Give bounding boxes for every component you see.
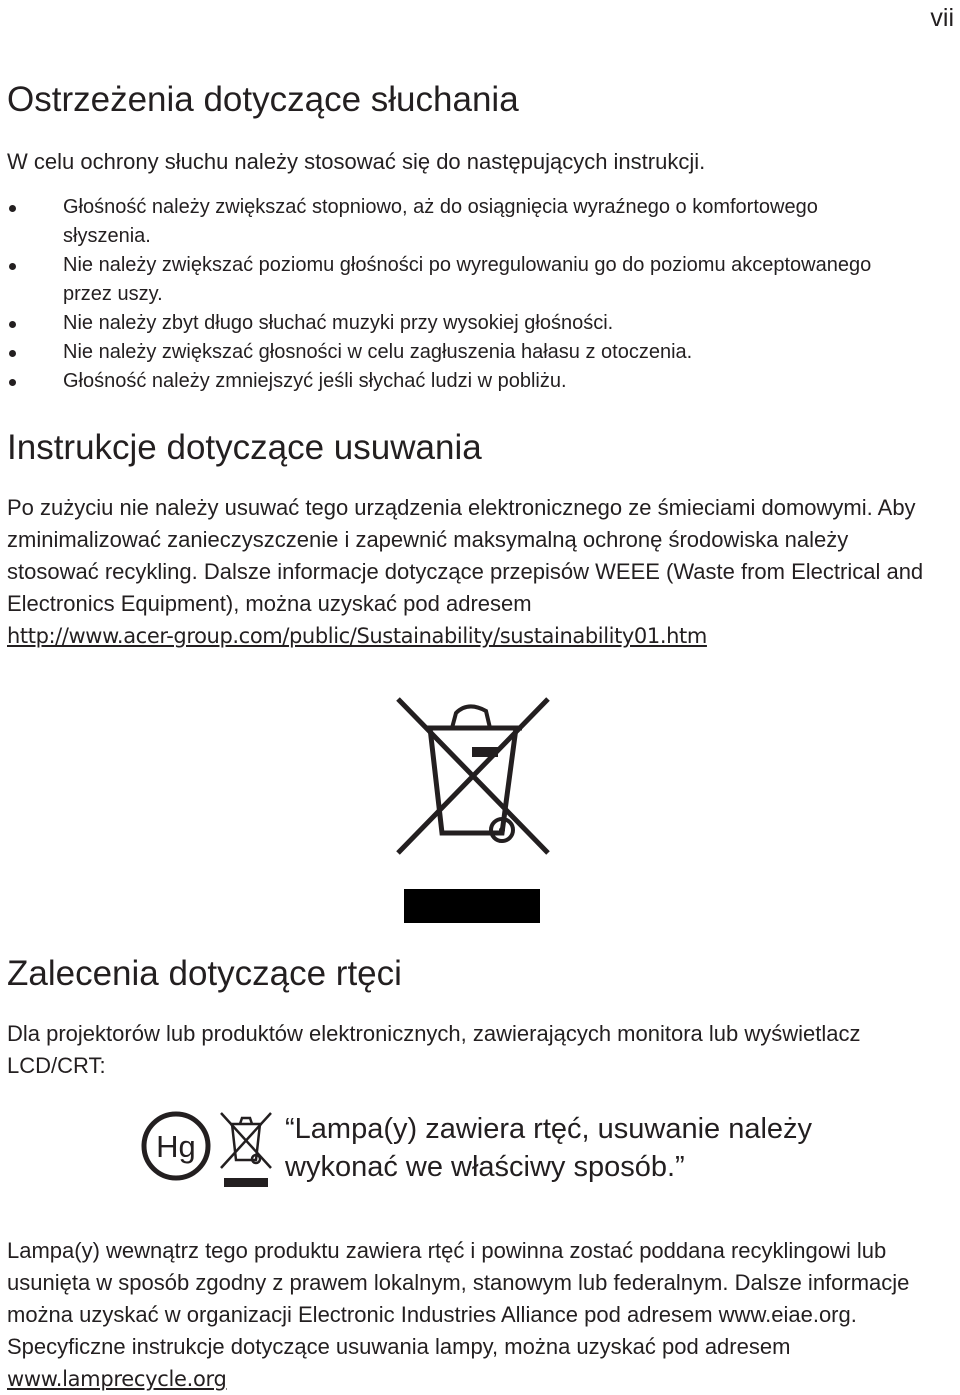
mercury-hg-icon (140, 1110, 212, 1187)
mercury-lamp-notice (140, 1110, 860, 1200)
weee-info-link[interactable]: http://www.acer-group.com/public/Sustainability/sustainability01.htm (7, 624, 707, 648)
lamprecycle-link[interactable]: www.lamprecycle.org (7, 1367, 227, 1391)
disposal-heading: Instrukcje dotyczące usuwania (7, 428, 482, 467)
hearing-warnings-heading: Ostrzeżenia dotyczące słuchania (7, 80, 519, 119)
bullet-item: Nie należy zbyt długo słuchać muzyki przy wysokiej głośności. (7, 309, 907, 338)
bullet-item: Nie należy zwiększać głosności w celu zagłuszenia hałasu z otoczenia. (7, 338, 907, 367)
small-crossed-bin-icon (218, 1110, 274, 1195)
hearing-intro: W celu ochrony słuchu należy stosować się do następujących instrukcji. (7, 149, 706, 174)
bullet-item: Głośność należy zwiększać stopniowo, aż do osiągnięcia wyraźnego o komfortowego słyszenia. (7, 193, 907, 251)
mercury-heading: Zalecenia dotyczące rtęci (7, 954, 402, 993)
disposal-body: Po zużyciu nie należy usuwać tego urządzenia elektronicznego ze śmieciami domowymi. Aby zminimalizować zanieczyszczenie i zapewnić maksymalną ochronę środowiska należy stosować recykling. Dalsze informacje dotyczące przepisów WEEE (Waste from Electrical and Electronics Equipment), można uzyskać pod adresem (7, 495, 924, 616)
mercury-paragraph (7, 1235, 947, 1395)
mercury-intro: Dla projektorów lub produktów elektronicznych, zawierających monitora lub wyświetlacz LCD/CRT: (7, 1021, 861, 1078)
bullet-item: Nie należy zwiększać poziomu głośności po wyregulowaniu go do poziomu akceptowanego przez uszy. (7, 251, 907, 309)
page-number: vii (930, 4, 954, 32)
lamp-note: “Lampa(y) zawiera rtęć, usuwanie należy wykonać we właściwy sposób.” (285, 1113, 813, 1183)
mercury-body: Lampa(y) wewnątrz tego produktu zawiera rtęć i powinna zostać poddana recyklingowi lub usunięta w sposób zgodny z prawem lokalnym, stanowym lub federalnym. Dalsze informacje można uzyskać w organizacji Electronic Industries Alliance pod adresem www.eiae.org. Specyficzne instrukcje dotyczące usuwania lampy, można uzyskać pod adresem (7, 1238, 910, 1359)
crossed-out-wheelie-bin-icon (390, 693, 550, 930)
bullet-item: Głośność należy zmniejszyć jeśli słychać ludzi w pobliżu. (7, 367, 907, 396)
disposal-paragraph (7, 492, 942, 652)
hearing-bullet-list (7, 193, 907, 396)
hg-symbol: Hg (156, 1129, 196, 1164)
